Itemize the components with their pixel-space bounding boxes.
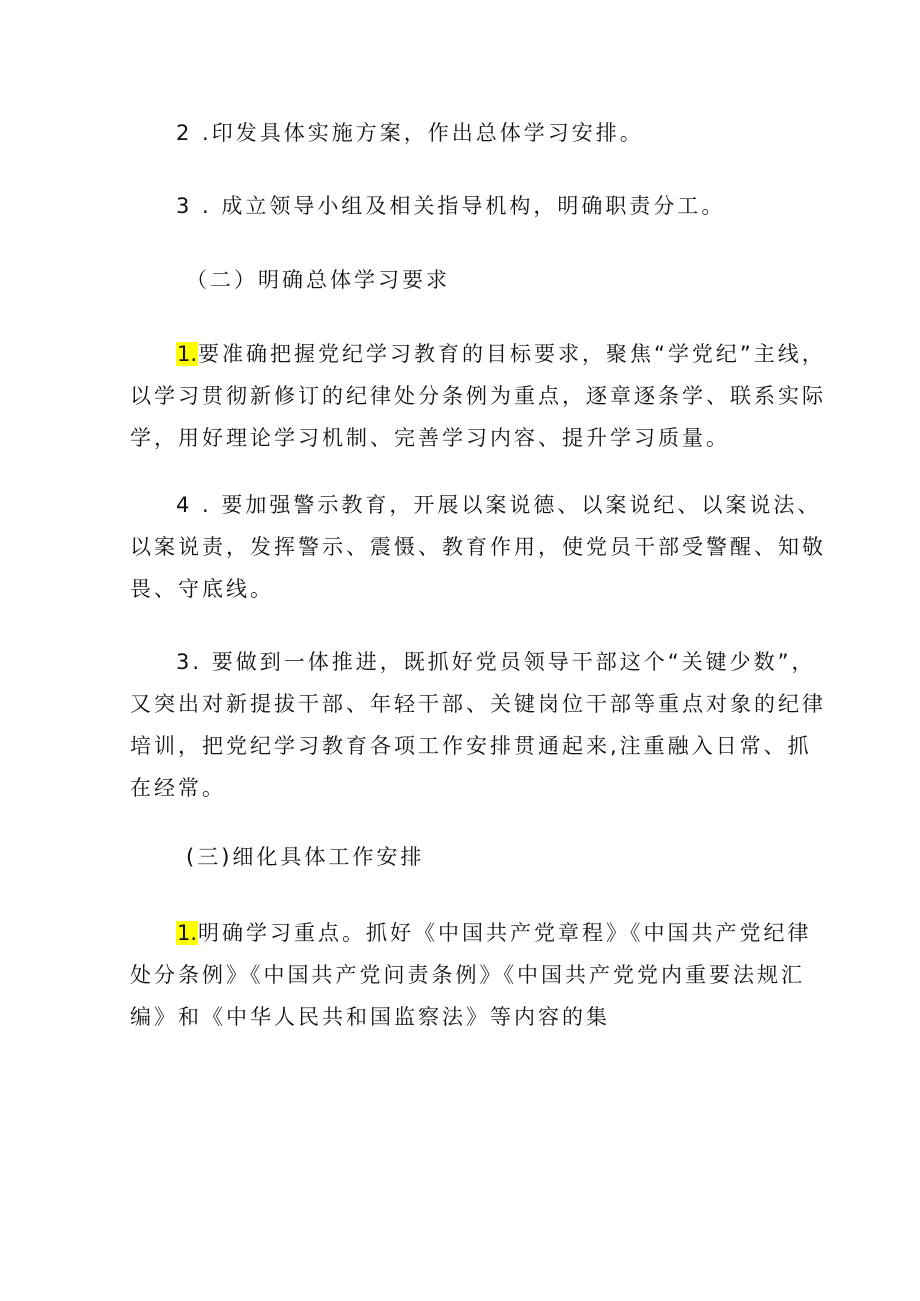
item-3-text: 3 . 成立领导小组及相关指导机构，明确职责分工。	[176, 194, 726, 218]
requirement-4-paragraph	[130, 484, 826, 610]
requirement-1-row-3: 学，用好理论学习机制、完善学习内容、提升学习质量。	[130, 426, 730, 450]
requirement-1-paragraph	[130, 333, 826, 459]
requirement-3-row-2: 又突出对新提拔干部、年轻干部、关键岗位干部等重点对象的纪律	[130, 692, 826, 716]
requirement-4-row-1	[130, 484, 822, 526]
work-1-row-1	[130, 912, 810, 954]
highlighted-number: 1.	[177, 921, 198, 945]
requirement-4-text-1: 4 . 要加强警示教育，开展以案说德、以案说纪、以案说法、	[176, 493, 822, 517]
section-3-heading: (三)细化具体工作安排	[186, 845, 425, 869]
requirement-1-text-1: 要准确把握党纪学习教育的目标要求，聚焦“学党纪”主线，	[198, 342, 826, 366]
work-1-text-1: 明确学习重点。抓好《中国共产党章程》《中国共产党纪律	[198, 921, 812, 945]
requirement-1-row-1	[130, 333, 826, 375]
requirement-3-row-1	[130, 641, 816, 683]
requirement-3-row-4: 在经常。	[130, 776, 226, 800]
item-2-text: 2 .印发具体实施方案，作出总体学习安排。	[176, 121, 644, 145]
requirement-3-text-1: 3. 要做到一体推进，既抓好党员领导干部这个“关键少数”，	[176, 650, 816, 674]
requirement-3-paragraph	[130, 641, 826, 809]
section-2-heading: （二）明确总体学习要求	[186, 268, 450, 292]
requirement-4-row-2: 以案说责，发挥警示、震慑、教育作用，使党员干部受警醒、知敬	[130, 535, 826, 559]
requirement-1-row-2: 以学习贯彻新修订的纪律处分条例为重点，逐章逐条学、联系实际	[130, 384, 826, 408]
requirement-4-row-3: 畏、守底线。	[130, 577, 274, 601]
highlighted-number: 1.	[177, 342, 198, 366]
work-1-paragraph	[130, 912, 810, 1038]
work-1-row-2: 处分条例》《中国共产党问责条例》《中国共产党党内重要法规汇	[130, 963, 805, 987]
work-1-row-3: 编》和《中华人民共和国监察法》等内容的集	[130, 1005, 610, 1029]
requirement-3-row-3: 培训，把党纪学习教育各项工作安排贯通起来,注重融入日常、抓	[130, 734, 812, 758]
